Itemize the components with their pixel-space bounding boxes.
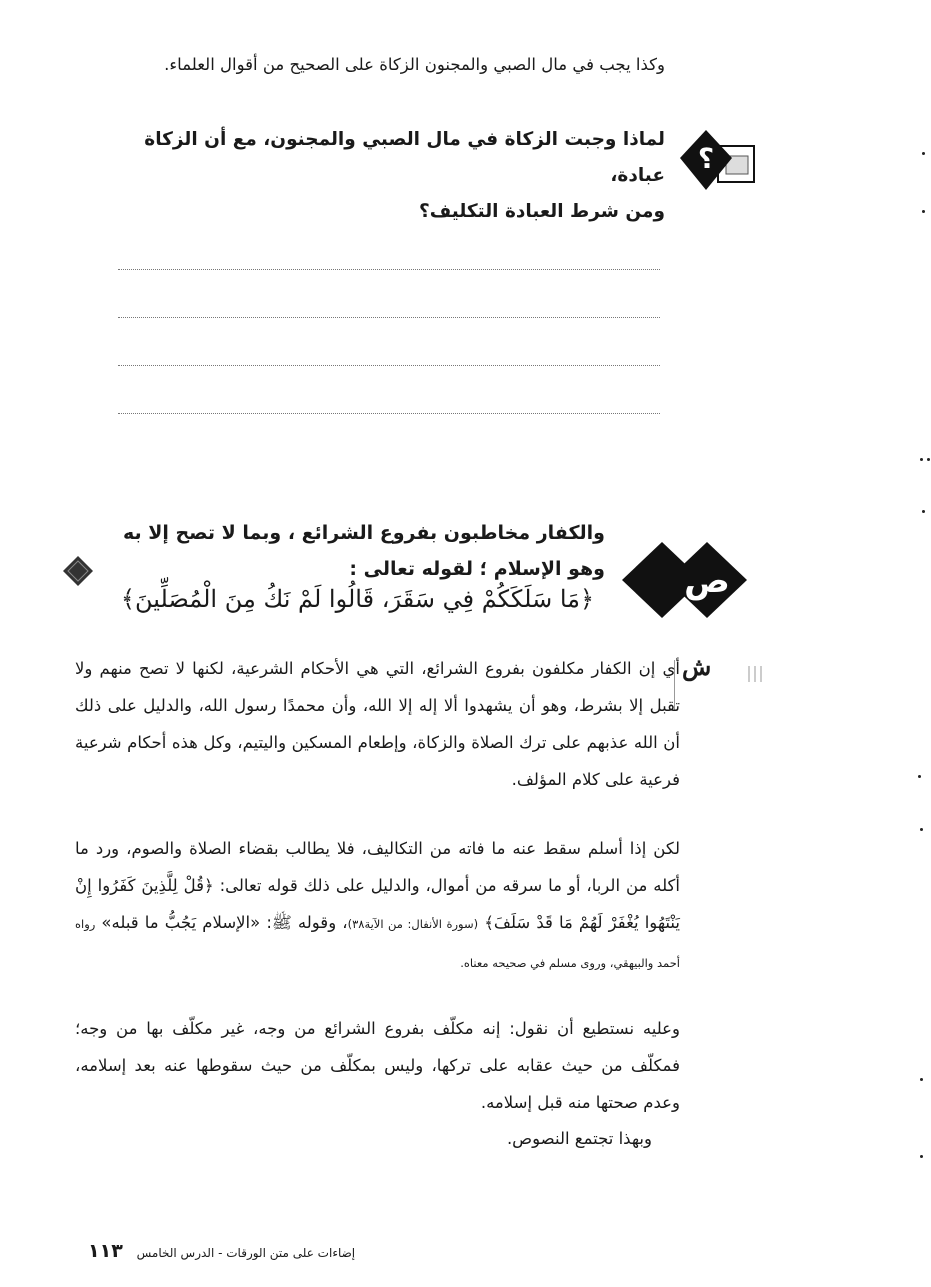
sharh-paragraph-2: [75, 830, 680, 982]
quran-verse-inline: ﴿قُلْ لِلَّذِينَ كَفَرُوا إِنْ يَنْتَهُوا يُغْفَرْ لَهُمْ مَا قَدْ سَلَفَ﴾: [75, 876, 680, 932]
answer-lines: [118, 222, 660, 414]
page-number: ١١٣: [88, 1240, 123, 1262]
hadith-source: رواه أحمد والبيهقي، وروى مسلم في صحيحه معناه.: [75, 917, 680, 970]
question-line-1: لماذا وجبت الزكاة في مال الصبي والمجنون، مع أن الزكاة عبادة،: [144, 129, 665, 186]
answer-line: [118, 366, 660, 414]
page-footer: [88, 1240, 355, 1262]
question-symbol: ؟: [697, 142, 715, 175]
answer-line: [118, 222, 660, 270]
question-text: [95, 122, 665, 230]
matn-letter: ص: [684, 561, 730, 601]
hadith-text: ، وقوله ﷺ: «الإسلام يَجُبُّ ما قبله»: [101, 913, 348, 932]
question-diamond-icon: [680, 128, 760, 198]
diamond-ornament-icon: [62, 555, 94, 587]
intro-text: وكذا يجب في مال الصبي والمجنون الزكاة على الصحيح من أقوال العلماء.: [164, 55, 665, 74]
answer-line: [118, 270, 660, 318]
scan-speck: [918, 775, 921, 778]
scan-speck: [920, 458, 923, 461]
sharh-marker: ش: [682, 652, 712, 681]
scan-speck: [922, 210, 925, 213]
scan-speck: [922, 152, 925, 155]
scan-speck: [927, 458, 930, 461]
margin-ornament-icon: [745, 664, 765, 684]
scan-speck: [920, 1155, 923, 1158]
matn-sad-icon: [622, 540, 752, 620]
verse-reference: (سورة الأنفال: من الآية٣٨): [347, 917, 479, 931]
scan-speck: [920, 1078, 923, 1081]
sharh-paragraph-1: أي إن الكفار مكلفون بفروع الشرائع، التي هي الأحكام الشرعية، لكنها لا تصح منهم ولا تقبل إلا بشرط، وهو أن يشهدوا ألا إله إلا الله، وأن محمدًا رسول الله، والدليل على ذلك أن الله عذبهم على ترك الصلاة والزكاة، وإطعام المسكين واليتيم، وكل هذه أحكام شرعية فرعية على كلام المؤلف.: [75, 659, 680, 789]
matn-verse: ﴿مَا سَلَكَكُمْ فِي سَقَرَ، قَالُوا لَمْ نَكُ مِنَ الْمُصَلِّينَ﴾: [120, 585, 595, 613]
answer-line: [118, 318, 660, 366]
sharh-p2-text: لكن إذا أسلم سقط عنه ما فاته من التكاليف، فلا يطالب بقضاء الصلاة والصوم، ورد ما أكله من الربا، أو ما سرقه من أموال، والدليل على ذلك قوله تعالى:: [75, 839, 681, 895]
matn-text: [110, 515, 605, 587]
scan-speck: [922, 510, 925, 513]
scan-speck: [920, 828, 923, 831]
sharh-paragraph-4: وبهذا تجتمع النصوص.: [506, 1129, 652, 1148]
matn-line-2: وهو الإسلام ؛ لقوله تعالى :: [349, 558, 605, 580]
sharh-paragraph-3: وعليه نستطيع أن نقول: إنه مكلّف بفروع الشرائع من وجه، غير مكلّف بها من وجه؛ فمكلّف من حيث عقابه على تركها، وليس بمكلّف من حيث سقوطها عنه بعد إسلامه، وعدم صحتها منه قبل إسلامه.: [75, 1019, 680, 1112]
question-line-2: ومن شرط العبادة التكليف؟: [419, 201, 665, 222]
running-title: إضاءات على متن الورقات - الدرس الخامس: [136, 1246, 356, 1260]
matn-line-1: والكفار مخاطبون بفروع الشرائع ، وبما لا تصح إلا به: [122, 522, 605, 544]
